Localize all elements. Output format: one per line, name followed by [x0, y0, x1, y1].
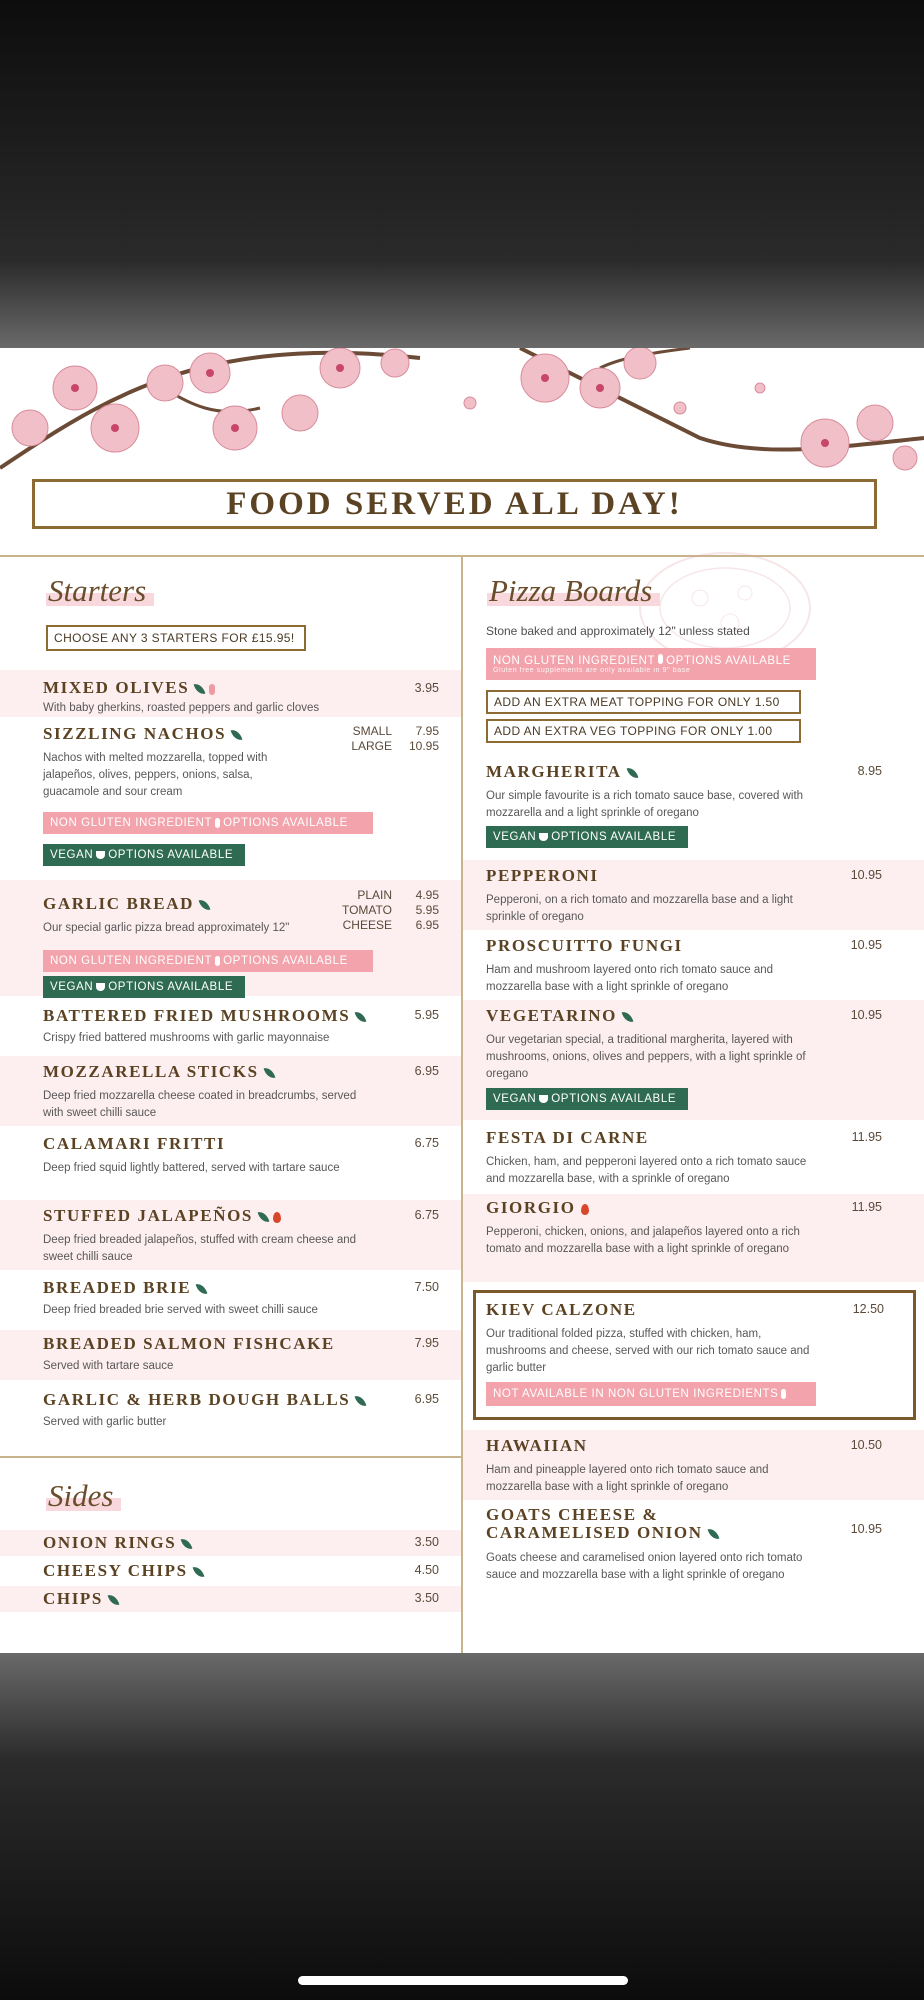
vegan-tag: VEGAN OPTIONS AVAILABLE — [486, 826, 688, 848]
banner-title: FOOD SERVED ALL DAY! — [32, 479, 877, 529]
menu-item-kiev-calzone[interactable]: KIEV CALZONE 12.50 Our traditional folded pizza, stuffed with chicken, ham, mushrooms and cheese, served with our rich tomato sauce and garlic butter NOT AVAILABLE IN NON GLUTEN INGREDIENTS — [473, 1290, 916, 1420]
vegan-leaf-icon — [196, 1282, 208, 1296]
vegan-tag: VEGAN OPTIONS AVAILABLE — [43, 844, 245, 866]
menu-item-sizzling-nachos[interactable]: SIZZLING NACHOS SMALL LARGE 7.95 10.95 Nachos with melted mozzarella, topped with jalapeños, olives, peppers, onions, salsa, guacamole and sour cream NON GLUTEN INGREDIENT OPTIONS AVAILABLE — [0, 720, 461, 850]
menu-item-hawaiian[interactable]: HAWAIIAN 10.50 Ham and pineapple layered onto rich tomato sauce and mozzarella base with a light sprinkle of oregano — [463, 1430, 924, 1500]
pizza-intro: Stone baked and approximately 12" unless stated — [486, 624, 750, 638]
menu-item-battered-fried-mushrooms[interactable]: BATTERED FRIED MUSHROOMS 5.95 Crispy fried battered mushrooms with garlic mayonnaise — [43, 1006, 439, 1044]
sides-divider — [0, 1456, 461, 1458]
sides-title: Sides — [46, 1478, 121, 1514]
menu-item-onion-rings[interactable]: ONION RINGS 3.50 — [0, 1530, 461, 1556]
vegan-leaf-icon — [194, 682, 206, 696]
menu-item-goats-cheese-caramelised-onion[interactable]: GOATS CHEESE & CARAMELISED ONION 10.95 Goats cheese and caramelised onion layered onto rich tomato sauce and mozzarella base with a light sprinkle of oregano — [486, 1505, 882, 1581]
menu-item-calamari-fritti[interactable]: CALAMARI FRITTI 6.75 Deep fried squid lightly battered, served with tartare sauce — [43, 1134, 439, 1174]
menu-item-proscuitto-fungi[interactable]: PROSCUITTO FUNGI 10.95 Ham and mushroom layered onto rich tomato sauce and mozzarella base with a light sprinkle of oregano — [486, 936, 882, 993]
menu-item-garlic-herb-dough-balls[interactable]: GARLIC & HERB DOUGH BALLS 6.95 Served with garlic butter — [43, 1390, 439, 1428]
pizza-boards-title: Pizza Boards — [487, 573, 660, 609]
chilli-icon — [581, 1204, 589, 1215]
menu-item-vegetarino[interactable]: VEGETARINO 10.95 Our vegetarian special, a traditional margherita, layered with mushrooms, onions, olives and peppers, with a light sprinkle of oregano VEGAN OPTIONS AVAILABLE — [463, 1000, 924, 1120]
vegan-leaf-icon — [108, 1593, 120, 1607]
menu-item-festa-di-carne[interactable]: FESTA DI CARNE 11.95 Chicken, ham, and pepperoni layered onto a rich tomato sauce and mozzarella base, with a sprinkle of oregano — [486, 1128, 882, 1185]
vegan-leaf-icon — [231, 728, 243, 742]
vegan-leaf-icon — [355, 1010, 367, 1024]
non-gluten-tag: NON GLUTEN INGREDIENT OPTIONS AVAILABLE Gluten free supplements are only available in 9" base — [486, 648, 816, 680]
vegan-tag: VEGAN OPTIONS AVAILABLE — [486, 1088, 688, 1110]
menu-item-mozzarella-sticks[interactable]: MOZZARELLA STICKS 6.95 Deep fried mozzarella cheese coated in breadcrumbs, served with sweet chilli sauce — [0, 1056, 461, 1126]
extra-meat-offer: ADD AN EXTRA MEAT TOPPING FOR ONLY 1.50 — [486, 690, 801, 714]
vegan-leaf-icon — [192, 1565, 204, 1579]
menu-item-breaded-brie[interactable]: BREADED BRIE 7.50 Deep fried breaded brie served with sweet chilli sauce — [43, 1278, 439, 1316]
non-gluten-tag: NON GLUTEN INGREDIENT OPTIONS AVAILABLE — [43, 812, 373, 834]
vegan-leaf-icon — [355, 1394, 367, 1408]
starters-title: Starters — [46, 573, 154, 609]
vegan-leaf-icon — [199, 898, 211, 912]
menu-item-mixed-olives[interactable]: MIXED OLIVES 3.95 With baby gherkins, roasted peppers and garlic cloves — [0, 670, 461, 717]
cherry-blossom-decoration — [0, 348, 924, 498]
menu-item-margherita[interactable]: MARGHERITA 8.95 Our simple favourite is a rich tomato sauce base, covered with mozzarella and a light sprinkle of oregano VEGAN OPTIONS AVAILABLE — [463, 758, 924, 858]
starters-offer: CHOOSE ANY 3 STARTERS FOR £15.95! — [46, 625, 306, 651]
menu-item-cheesy-chips[interactable]: CHEESY CHIPS 4.50 — [43, 1561, 439, 1580]
menu-board — [0, 348, 924, 1653]
menu-item-garlic-bread[interactable]: GARLIC BREAD PLAIN TOMATO CHEESE 4.95 5.95 6.95 Our special garlic pizza bread approximately 12" NON GLUTEN INGREDIENT OPTIONS AVAILABLE VEGAN OPTIONS AVAILABLE — [0, 880, 461, 996]
vegan-leaf-icon — [258, 1210, 270, 1224]
menu-item-pepperoni[interactable]: PEPPERONI 10.95 Pepperoni, on a rich tomato and mozzarella base and a light sprinkle of oregano — [463, 860, 924, 930]
menu-item-breaded-salmon-fishcake[interactable]: BREADED SALMON FISHCAKE 7.95 Served with tartare sauce — [0, 1330, 461, 1380]
home-indicator[interactable] — [298, 1976, 628, 1985]
chilli-icon — [273, 1212, 281, 1223]
menu-item-chips[interactable]: CHIPS 3.50 — [0, 1586, 461, 1612]
menu-item-stuffed-jalapenos[interactable]: STUFFED JALAPEÑOS 6.75 Deep fried breaded jalapeños, stuffed with cream cheese and sweet chilli sauce — [0, 1200, 461, 1270]
vegan-tag: VEGAN OPTIONS AVAILABLE — [43, 976, 245, 998]
menu-item-giorgio[interactable]: GIORGIO 11.95 Pepperoni, chicken, onions, and jalapeños layered onto a rich tomato and mozzarella base with a light sprinkle of oregano — [463, 1194, 924, 1282]
not-available-tag: NOT AVAILABLE IN NON GLUTEN INGREDIENTS — [486, 1382, 816, 1406]
extra-veg-offer: ADD AN EXTRA VEG TOPPING FOR ONLY 1.00 — [486, 719, 801, 743]
vegan-leaf-icon — [181, 1537, 193, 1551]
gluten-free-icon — [209, 684, 215, 695]
vegan-leaf-icon — [622, 1010, 634, 1024]
non-gluten-tag: NON GLUTEN INGREDIENT OPTIONS AVAILABLE — [43, 950, 373, 972]
vegan-leaf-icon — [263, 1066, 275, 1080]
vegan-leaf-icon — [707, 1527, 719, 1541]
vegan-leaf-icon — [626, 766, 638, 780]
